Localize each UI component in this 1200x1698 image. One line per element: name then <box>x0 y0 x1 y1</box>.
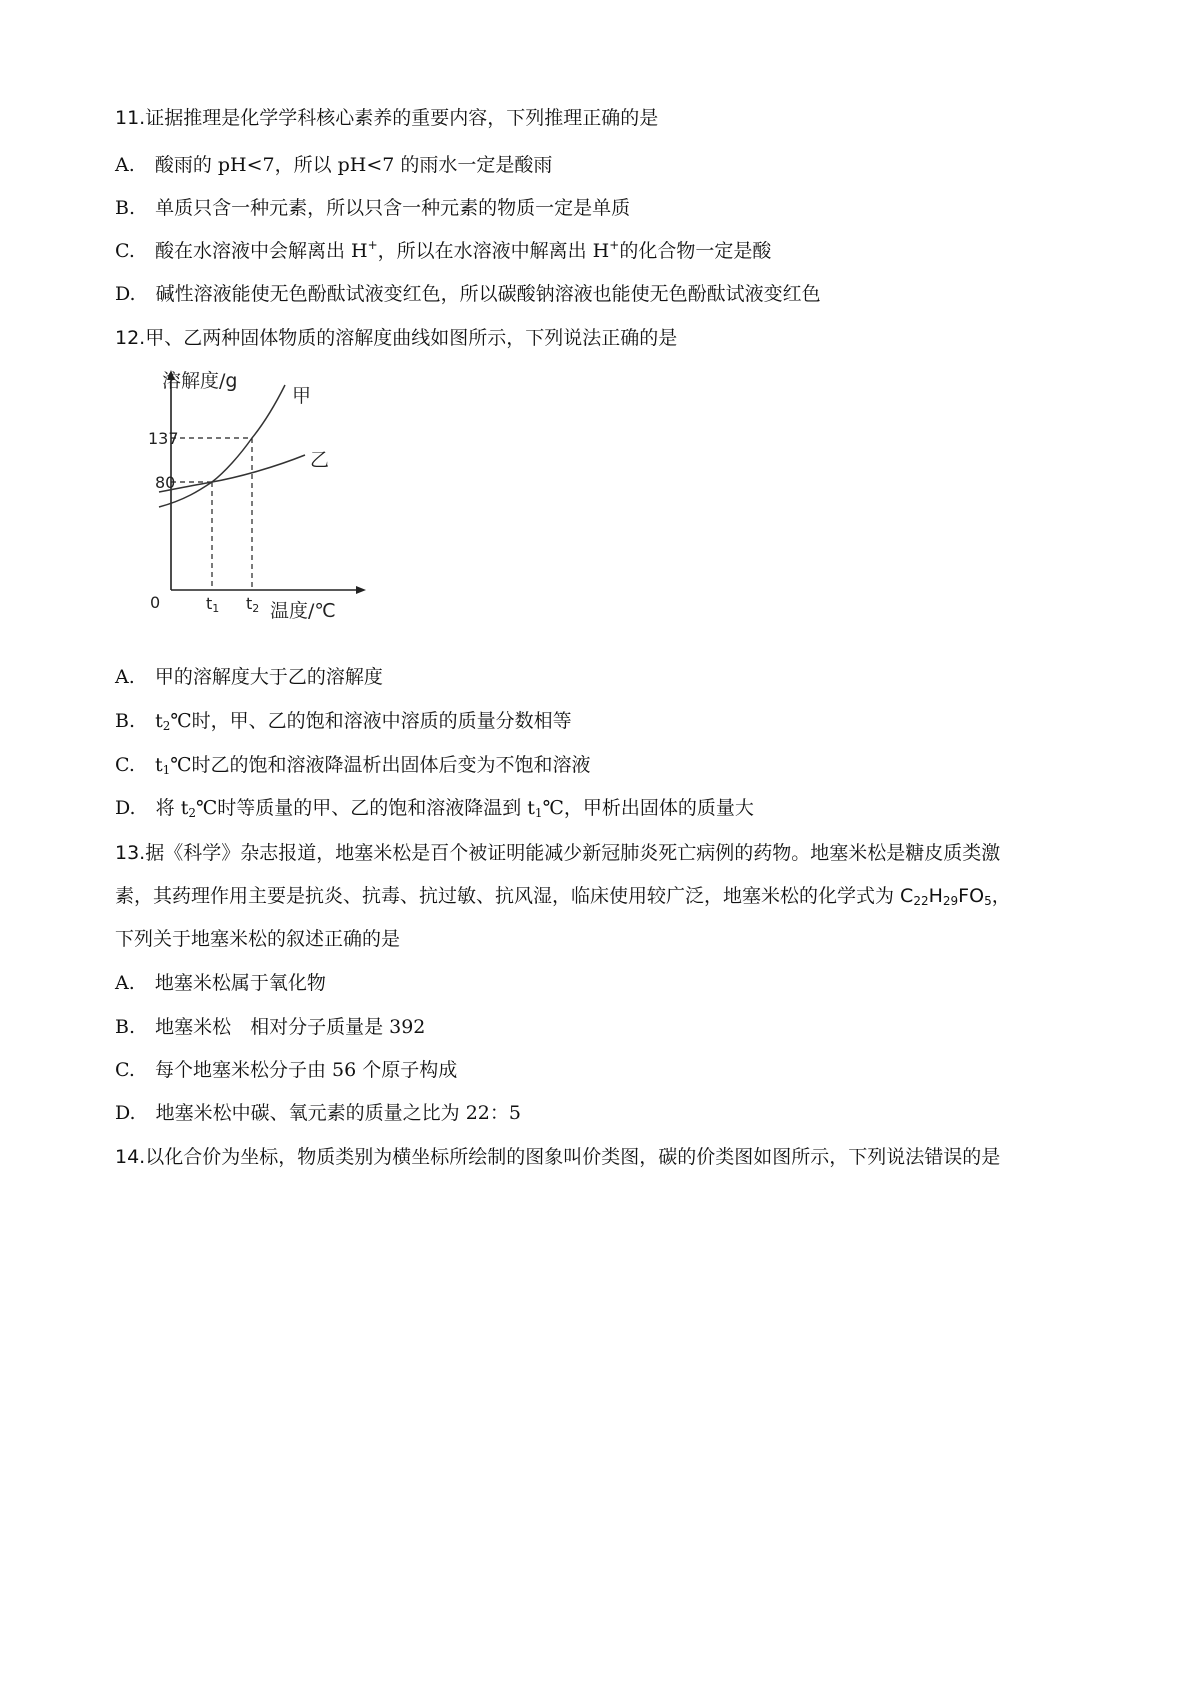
option-letter: A. <box>115 972 135 994</box>
option-text: 单质只含一种元素，所以只含一种元素的物质一定是单质 <box>155 197 631 219</box>
x-tick-t1: t1 <box>206 594 220 615</box>
q13-stem-line3: 下列关于地塞米松的叙述正确的是 <box>115 928 401 950</box>
q12-option-d <box>115 793 754 820</box>
origin-label: 0 <box>150 593 161 612</box>
q12-option-c <box>115 750 591 777</box>
y-tick-80: 80 <box>155 473 176 492</box>
y-axis-label: 溶解度/g <box>162 370 238 392</box>
option-text: 将 $t_2℃$时等质量的甲、乙的饱和溶液降温到 $t_1℃$，甲析出固体的质量大 <box>155 797 754 820</box>
q12-option-a <box>115 662 383 689</box>
option-text: 甲的溶解度大于乙的溶解度 <box>154 666 383 688</box>
option-text: 酸在水溶液中会解离出 H+，所以在水溶液中解离出 H+的化合物一定是酸 <box>154 238 772 262</box>
option-text: 地塞米松 相对分子质量是 392 <box>155 1016 426 1038</box>
curve-yi <box>159 455 305 492</box>
q11-option-b <box>115 193 630 220</box>
option-text: 地塞米松中碳、氧元素的质量之比为 22：5 <box>155 1102 521 1124</box>
solubility-curve-figure <box>140 360 380 625</box>
q12-option-b <box>115 706 572 733</box>
curve-label-yi: 乙 <box>310 449 330 471</box>
option-text: $t_2℃$时，甲、乙的饱和溶液中溶质的质量分数相等 <box>155 710 572 733</box>
q11-option-d <box>115 279 821 306</box>
q11-option-a <box>115 150 552 177</box>
option-text: 碱性溶液能使无色酚酞试液变红色，所以碳酸钠溶液也能使无色酚酞试液变红色 <box>155 283 821 305</box>
option-letter: D. <box>115 283 136 305</box>
q13-option-d <box>115 1098 521 1125</box>
option-letter: C. <box>115 240 135 262</box>
option-letter: D. <box>115 1102 136 1124</box>
option-letter: D. <box>115 797 136 819</box>
q13-stem-line1: 13.据《科学》杂志报道，地塞米松是百个被证明能减少新冠肺炎死亡病例的药物。地塞米松是糖皮质类激 <box>115 842 1001 864</box>
q11-stem: 11.证据推理是化学学科核心素养的重要内容，下列推理正确的是 <box>115 107 659 129</box>
q13-stem-line2: 素，其药理作用主要是抗炎、抗毒、抗过敏、抗风湿，临床使用较广泛，地塞米松的化学式为 $C_{22}H_{29}FO_5$， <box>115 885 1011 908</box>
curve-label-jia: 甲 <box>292 385 312 407</box>
y-tick-137: 137 <box>148 429 179 448</box>
q11-option-c <box>115 236 771 263</box>
option-letter: B. <box>115 197 136 219</box>
q12-stem: 12.甲、乙两种固体物质的溶解度曲线如图所示，下列说法正确的是 <box>115 327 678 349</box>
x-tick-t2: t2 <box>246 594 260 615</box>
q13-option-b <box>115 1012 425 1039</box>
q13-option-c <box>115 1055 457 1082</box>
x-axis-label: 温度/℃ <box>270 600 336 622</box>
option-text: $t_1℃$时乙的饱和溶液降温析出固体后变为不饱和溶液 <box>154 754 591 777</box>
q14-stem: 14.以化合价为坐标，物质类别为横坐标所绘制的图象叫价类图，碳的价类图如图所示，下列说法错误的是 <box>115 1146 1001 1168</box>
option-text: 酸雨的 pH<7，所以 pH<7 的雨水一定是酸雨 <box>154 154 553 176</box>
option-letter: B. <box>115 1016 136 1038</box>
option-letter: C. <box>115 1059 135 1081</box>
q13-option-a <box>115 968 326 995</box>
option-letter: C. <box>115 754 135 776</box>
option-text: 每个地塞米松分子由 56 个原子构成 <box>154 1059 458 1081</box>
option-letter: A. <box>115 154 135 176</box>
option-letter: B. <box>115 710 136 732</box>
option-letter: A. <box>115 666 135 688</box>
option-text: 地塞米松属于氧化物 <box>154 972 326 994</box>
x-axis-arrow <box>356 586 366 594</box>
